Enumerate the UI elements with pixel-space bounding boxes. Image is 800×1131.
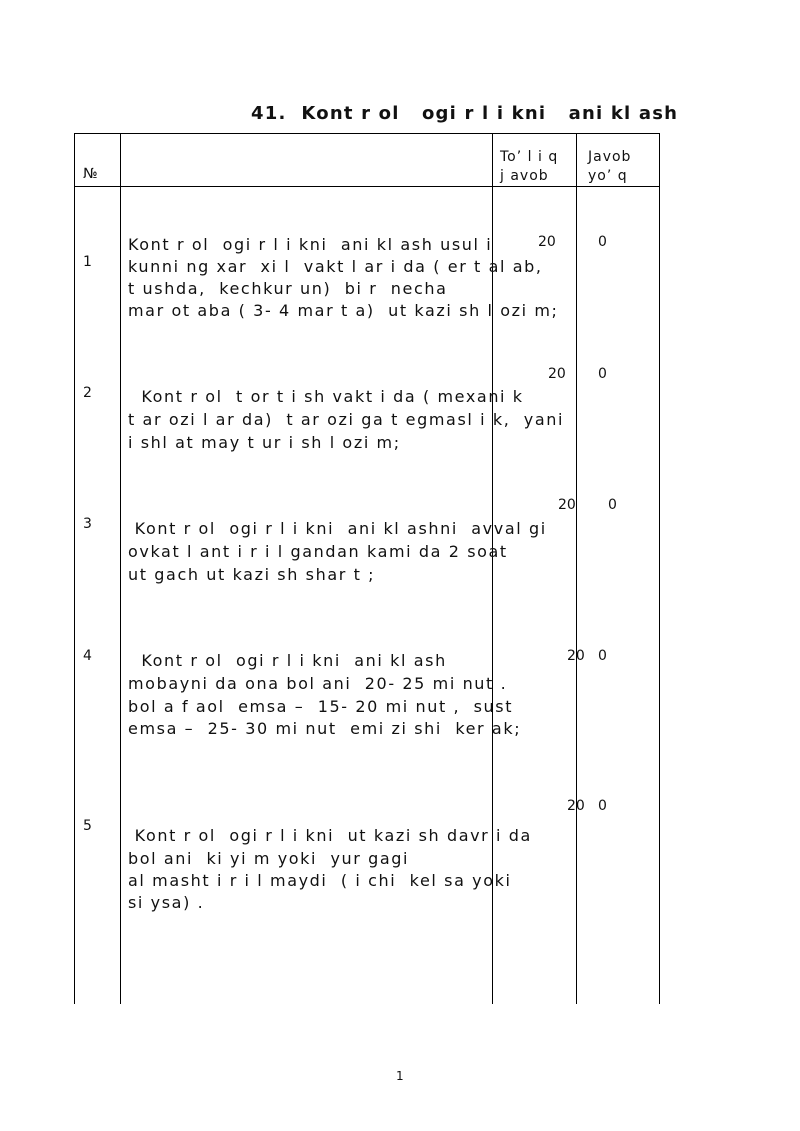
row-5-text-line4: si ysa) . — [128, 893, 205, 912]
row-1-text-line3: t ushda, kechkur un) bi r necha — [128, 279, 448, 298]
row-1-no-score: 0 — [598, 234, 607, 250]
row-2-text-line3: i shl at may t ur i sh l ozi m; — [128, 433, 401, 452]
row-4-full-score: 20 — [567, 648, 585, 664]
row-4-text-line2: mobayni da ona bol ani 20- 25 mi nut . — [128, 674, 508, 693]
row-5-no-score: 0 — [598, 798, 607, 814]
row-1-text-line2: kunni ng xar xi l vakt l ar i da ( er t al ab, — [128, 257, 543, 276]
row-3-text-line1: Kont r ol ogi r l i kni ani kl ashni avval gi — [128, 519, 547, 538]
table-col-divider-3 — [576, 133, 577, 1004]
row-5-full-score: 20 — [567, 798, 585, 814]
row-2-text-line2: t ar ozi l ar da) t ar ozi ga t egmasl i k, yani — [128, 410, 565, 429]
row-4-text-line1: Kont r ol ogi r l i kni ani kl ash — [128, 651, 447, 670]
row-5-text-line1: Kont r ol ogi r l i kni ut kazi sh davr i da — [128, 826, 532, 845]
row-3-text-line3: ut gach ut kazi sh shar t ; — [128, 565, 376, 584]
row-5-text-line2: bol ani ki yi m yoki yur gagi — [128, 849, 410, 868]
page-title: 41. Kont r ol ogi r l i kni ani kl ash — [251, 103, 679, 124]
row-1-text-line1: Kont r ol ogi r l i kni ani kl ash usul i — [128, 235, 493, 254]
row-2-text-line1: Kont r ol t or t i sh vakt i da ( mexani k — [128, 387, 524, 406]
header-number: № — [83, 166, 98, 182]
row-2-number: 2 — [83, 385, 92, 401]
row-1-full-score: 20 — [538, 234, 556, 250]
table-right-border — [659, 133, 660, 1004]
row-4-text-line4: emsa – 25- 30 mi nut emi zi shi ker ak; — [128, 719, 522, 738]
table-col-divider-1 — [120, 133, 121, 1004]
header-full-answer-line2: j avob — [500, 168, 549, 184]
page-number: 1 — [396, 1069, 404, 1083]
header-full-answer-line1: To’ l i q — [500, 149, 559, 165]
row-5-number: 5 — [83, 818, 92, 834]
row-2-no-score: 0 — [598, 366, 607, 382]
table-header-divider — [74, 186, 660, 187]
table-top-border — [74, 133, 660, 134]
row-4-number: 4 — [83, 648, 92, 664]
row-4-text-line3: bol a f aol emsa – 15- 20 mi nut , sust — [128, 697, 514, 716]
row-4-no-score: 0 — [598, 648, 607, 664]
row-3-text-line2: ovkat l ant i r i l gandan kami da 2 soat — [128, 542, 508, 561]
table-left-border — [74, 133, 75, 1004]
row-2-full-score: 20 — [548, 366, 566, 382]
row-3-number: 3 — [83, 516, 92, 532]
row-1-number: 1 — [83, 254, 92, 270]
row-3-full-score: 20 — [558, 497, 576, 513]
row-3-no-score: 0 — [608, 497, 617, 513]
row-1-text-line4: mar ot aba ( 3- 4 mar t a) ut kazi sh l ozi m; — [128, 301, 559, 320]
header-no-answer-line1: Javob — [588, 149, 632, 165]
row-5-text-line3: al masht i r i l maydi ( i chi kel sa yoki — [128, 871, 512, 890]
header-no-answer-line2: yo’ q — [588, 168, 628, 184]
